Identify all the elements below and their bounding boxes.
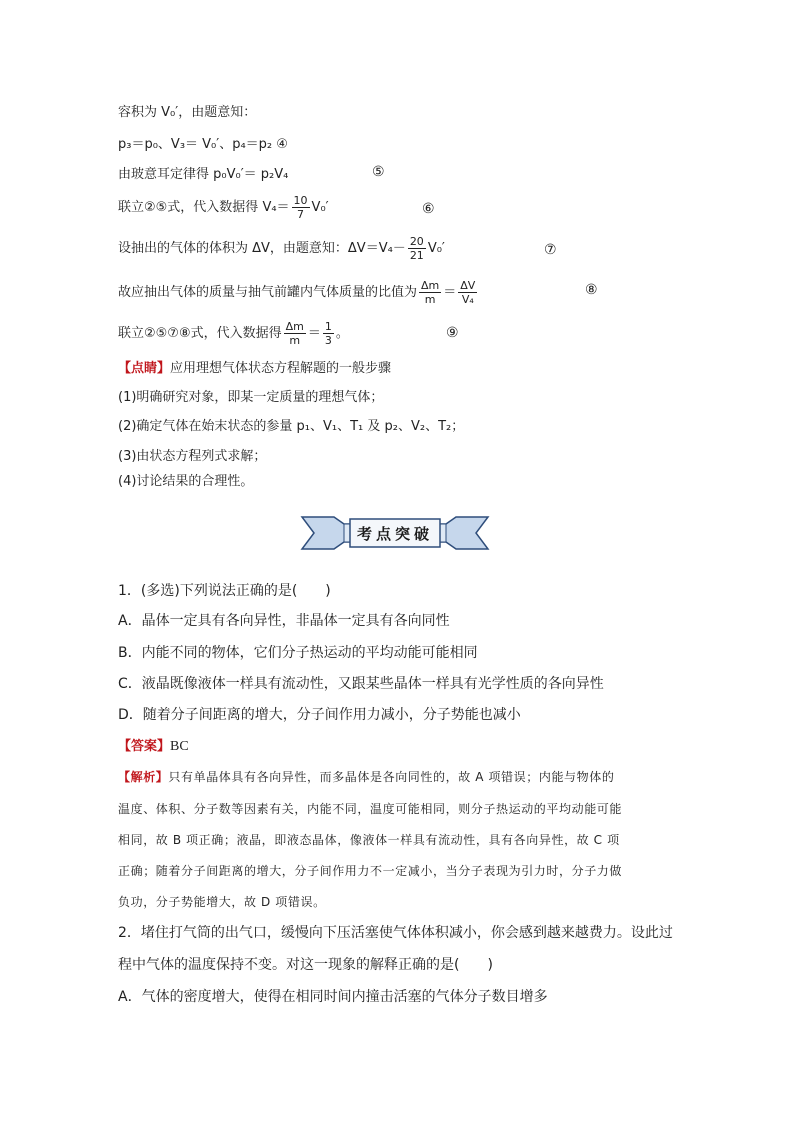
derivation-line-6-text: 故应抽出气体的质量与抽气前罐内气体质量的比值为 [118,285,418,300]
banner-ribbon-shape [300,511,490,555]
fraction-20-21: $\frac{20}{21}$ [409,235,424,262]
question-1-option-a: A．晶体一定具有各向异性，非晶体一定具有各向同性 [118,613,450,629]
tip-step-1: (1)明确研究对象，即某一定质量的理想气体； [118,390,384,405]
analysis-label: 【解析】 [118,770,169,784]
derivation-line-6 [118,279,479,306]
fraction-1-3: $\frac{1}{3}$ [324,320,332,347]
analysis-line-2: 温度、体积、分子数等因素有关，内能不同，温度可能相同，则分子热运动的平均动能可能 [118,802,623,816]
derivation-line-5 [118,235,445,262]
tip-title: 应用理想气体状态方程解题的一般步骤 [170,361,392,376]
equation-mark-8: ⑧ [585,282,598,298]
answer-value: BC [170,739,189,754]
equals-sign-2: ＝ [307,326,321,341]
equation-mark-9: ⑨ [446,325,459,341]
analysis-line-5: 负功，分子势能增大，故 D 项错误。 [118,895,326,909]
derivation-line-4-text: 联立②⑤式，代入数据得 V₄＝ [118,200,290,215]
derivation-line-4-tail: V₀′ [311,200,329,215]
derivation-line-7 [118,320,349,347]
fraction-10-7: $\frac{10}{7}$ [293,194,308,221]
tip-step-3: (3)由状态方程列式求解； [118,449,267,464]
derivation-line-7-text: 联立②⑤⑦⑧式，代入数据得 [118,326,282,341]
banner-text: 考点突破 [356,525,434,543]
fraction-dv-v4: $\frac{\Delta V}{\text{V₄}}$ [460,279,476,306]
derivation-line-4 [118,194,329,221]
tip-heading [118,360,391,378]
question-1-option-b: B．内能不同的物体，它们分子热运动的平均动能可能相同 [118,645,478,661]
derivation-line-1: 容积为 V₀′，由题意知： [118,105,257,120]
equation-mark-7: ⑦ [544,242,557,258]
tip-step-4: (4)讨论结果的合理性。 [118,474,254,489]
tip-step-2: (2)确定气体在始末状态的参量 p₁、V₁、T₁ 及 p₂、V₂、T₂； [118,419,465,434]
question-2-option-a: A．气体的密度增大，使得在相同时间内撞击活塞的气体分子数目增多 [118,989,548,1005]
derivation-line-3: 由玻意耳定律得 p₀V₀′＝ p₂V₄ [118,167,289,182]
section-banner [300,511,490,555]
fraction-dm-m-2: $\frac{\Delta m}{m}$ [285,320,304,347]
question-1-option-c: C．液晶既像液体一样具有流动性，又跟某些晶体一样具有光学性质的各向异性 [118,676,604,692]
analysis-line-4: 正确；随着分子间距离的增大，分子间作用力不一定减小，当分子表现为引力时，分子力做 [118,864,623,878]
question-2-stem-line-1: 2．堵住打气筒的出气口，缓慢向下压活塞使气体体积减小，你会感到越来越费力。设此过 [118,925,673,941]
analysis-line-1: 【解析】只有单晶体具有各向异性，而多晶体是各向同性的，故 A 项错误；内能与物体的 [118,770,615,784]
tip-label: 【点睛】 [118,361,171,376]
derivation-line-5-text: 设抽出的气体的体积为 ΔV，由题意知：ΔV＝V₄－ [118,241,406,256]
question-1-stem: 1．(多选)下列说法正确的是( ) [118,583,331,599]
derivation-line-5-tail: V₀′ [427,241,445,256]
question-1-answer [118,738,189,756]
derivation-line-2: p₃＝p₀、V₃＝ V₀′、p₄＝p₂ ④ [118,137,288,152]
question-1-option-d: D．随着分子间距离的增大，分子间作用力减小，分子势能也减小 [118,707,521,723]
fraction-dm-m: $\frac{\Delta m}{m}$ [421,279,440,306]
equation-mark-6: ⑥ [422,201,435,217]
period: 。 [335,326,349,341]
equation-mark-5: ⑤ [372,164,385,180]
answer-label: 【答案】 [118,739,171,754]
equals-sign: ＝ [443,285,457,300]
question-2-stem-line-2: 程中气体的温度保持不变。对这一现象的解释正确的是( ) [118,957,493,973]
analysis-line-3: 相同，故 B 项正确；液晶，即液态晶体，像液体一样具有流动性，具有各向异性，故 C 项 [118,833,620,847]
